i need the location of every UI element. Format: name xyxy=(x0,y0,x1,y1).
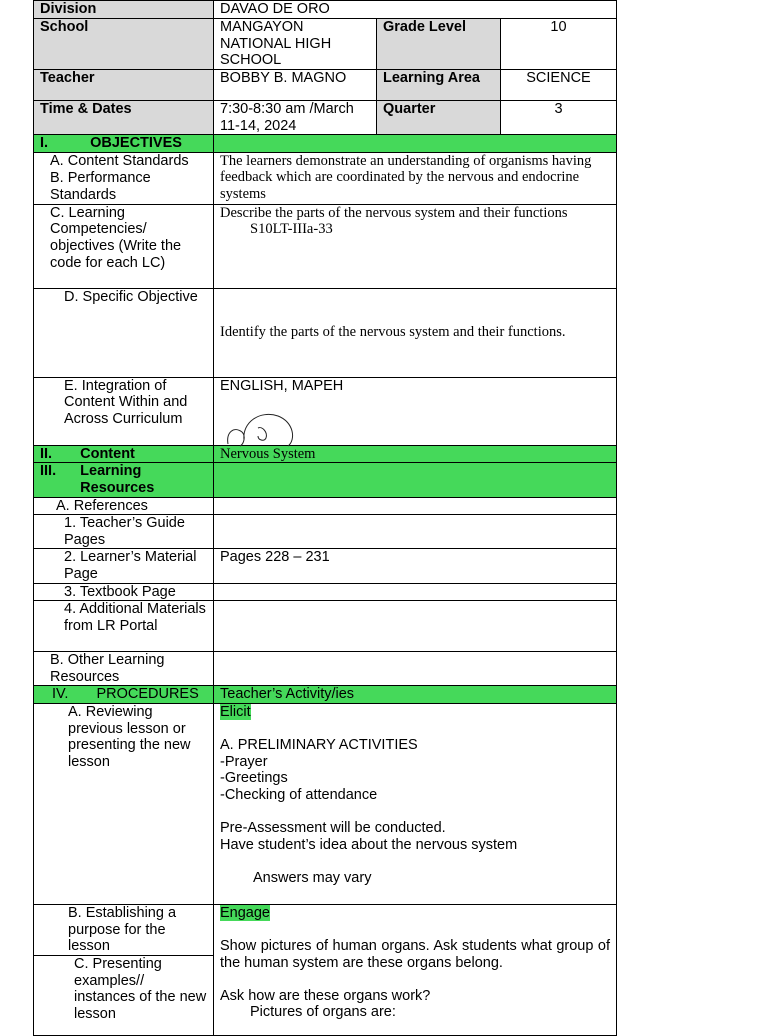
resources-number: III. xyxy=(40,463,57,480)
division-value: DAVAO DE ORO xyxy=(214,1,617,19)
references-label: A. References xyxy=(34,497,214,515)
competencies-label: C. Learning Competencies/ objectives (Write the code for each LC) xyxy=(34,204,214,288)
student-idea-text: Have student’s idea about the nervous system xyxy=(220,836,518,853)
grade-level-value: 10 xyxy=(501,19,617,70)
procedures-title: PROCEDURES xyxy=(96,686,199,703)
additional-materials-value xyxy=(214,601,617,652)
learning-area-label: Learning Area xyxy=(377,70,501,101)
content-number: II. xyxy=(40,445,53,462)
other-resources-label: B. Other Learning Resources xyxy=(34,652,214,686)
other-resources-value xyxy=(214,652,617,686)
answers-vary-text: Answers may vary xyxy=(253,869,372,886)
objectives-heading xyxy=(34,135,214,153)
learners-material-value: Pages 228 – 231 xyxy=(214,549,617,583)
objectives-number: I. xyxy=(40,135,49,152)
performance-standards-label xyxy=(34,170,214,204)
pre-assessment-text: Pre-Assessment will be conducted. xyxy=(220,820,446,837)
content-heading xyxy=(34,445,214,463)
objectives-heading-fill xyxy=(214,135,617,153)
teacher-activity-header: Teacher’s Activity/ies xyxy=(214,686,617,704)
references-value xyxy=(214,497,617,515)
integration-label: E. Integration of Content Within and Across Curriculum xyxy=(34,377,214,445)
content-title: Content xyxy=(80,445,135,462)
objectives-title: OBJECTIVES xyxy=(90,135,182,152)
engage-cell xyxy=(214,904,617,1035)
establishing-purpose-label: B. Establishing a purpose for the lesson xyxy=(34,904,214,955)
competencies-code: S10LT-IIIa-33 xyxy=(250,221,333,238)
learning-area-value: SCIENCE xyxy=(501,70,617,101)
grade-level-label: Grade Level xyxy=(377,19,501,70)
elicit-label: Elicit xyxy=(220,703,251,720)
quarter-label: Quarter xyxy=(377,101,501,135)
school-label: School xyxy=(34,19,214,70)
learners-material-label: 2. Learner’s Material Page xyxy=(34,549,214,583)
performance-standards-text: B. Performance Standards xyxy=(50,170,151,203)
pictures-of-organs-text: Pictures of organs are: xyxy=(250,1004,396,1021)
content-value: Nervous System xyxy=(214,445,617,463)
competencies-cell xyxy=(214,204,617,288)
time-dates-value: 7:30-8:30 am /March 11-14, 2024 xyxy=(214,101,377,135)
preliminary-activities: A. PRELIMINARY ACTIVITIES xyxy=(220,737,418,754)
attendance-item: -Checking of attendance xyxy=(220,786,378,803)
procedures-heading xyxy=(34,686,214,704)
school-value: MANGAYON NATIONAL HIGH SCHOOL xyxy=(214,19,377,70)
specific-objective-label: D. Specific Objective xyxy=(34,288,214,377)
textbook-page-value xyxy=(214,583,617,601)
ask-how-text: Ask how are these organs work? xyxy=(220,987,431,1004)
integration-text: ENGLISH, MAPEH xyxy=(214,377,617,445)
reviewing-label: A. Reviewing previous lesson or presenting the new lesson xyxy=(34,703,214,904)
quarter-value: 3 xyxy=(501,101,617,135)
additional-materials-label: 4. Additional Materials from LR Portal xyxy=(34,601,214,652)
show-pictures-text: Show pictures of human organs. Ask students what group of the human system are these organs belong. xyxy=(220,938,610,971)
prayer-item: -Prayer xyxy=(220,753,268,770)
resources-title: Learning Resources xyxy=(80,463,155,496)
teacher-label: Teacher xyxy=(34,70,214,101)
teachers-guide-label: 1. Teacher’s Guide Pages xyxy=(34,515,214,549)
resources-heading-fill xyxy=(214,463,617,497)
resources-heading xyxy=(34,463,214,497)
procedures-number: IV. xyxy=(52,686,69,703)
specific-objective-text: Identify the parts of the nervous system and their functions. xyxy=(214,288,617,377)
engage-label: Engage xyxy=(220,904,270,921)
standards-text: The learners demonstrate an understanding of organisms having feedback which are coordinated by the nervous and endocrine systems xyxy=(214,152,617,204)
textbook-page-label: 3. Textbook Page xyxy=(34,583,214,601)
division-label: Division xyxy=(34,1,214,19)
greetings-item: -Greetings xyxy=(220,770,288,787)
time-dates-label: Time & Dates xyxy=(34,101,214,135)
presenting-examples-label: C. Presenting examples// instances of the new lesson xyxy=(34,955,214,1035)
lesson-plan-table xyxy=(33,0,617,1036)
reviewing-cell xyxy=(214,703,617,904)
teacher-value: BOBBY B. MAGNO xyxy=(214,70,377,101)
competencies-text: Describe the parts of the nervous system and their functions xyxy=(220,204,568,221)
teachers-guide-value xyxy=(214,515,617,549)
content-standards-label: A. Content Standards xyxy=(34,152,214,170)
sketch-drawing xyxy=(222,410,302,450)
